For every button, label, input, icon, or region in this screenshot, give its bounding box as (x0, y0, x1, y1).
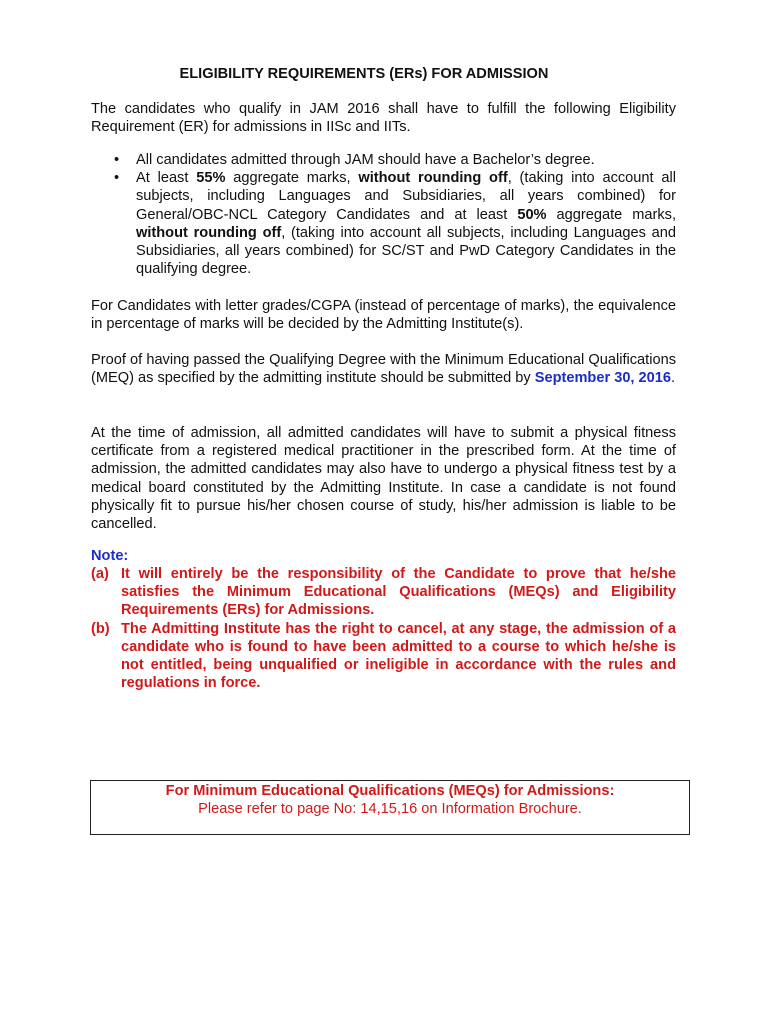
note-text: It will entirely be the responsibility of the Candidate to prove that he/she satisfies the Minimum Educational Qualifications (MEQs) and Eligibility Requirements (ERs) for Admissions. (121, 566, 676, 619)
fitness-paragraph: At the time of admission, all admitted candidates will have to submit a physical fitness certificate from a registered medical practitioner in the prescribed form. At the time of admission, the admitted candidates may also have to undergo a physical fitness test by a medical board constituted by the Admitting Institute. In case a candidate is not found physically fit to pursue his/her chosen course of study, his/her admission is liable to be cancelled. (91, 425, 676, 533)
eligibility-bullet-list (91, 151, 676, 278)
meq-box-title: For Minimum Educational Qualifications (MEQs) for Admissions: (165, 783, 615, 799)
note-title: Note: (91, 548, 129, 564)
note-text: The Admitting Institute has the right to cancel, at any stage, the admission of a candidate who is found to have been admitted to a course to which he/she is not entitled, being unqualified or ineligible in accordance with the rules and regulations in force. (121, 620, 676, 692)
list-item (91, 620, 676, 693)
deadline-date: September 30, 2016 (534, 370, 672, 387)
grades-paragraph: For Candidates with letter grades/CGPA (instead of percentage of marks), the equivalence in percentage of marks will be decided by the Admitting Institute(s). (91, 298, 676, 333)
proof-paragraph (91, 351, 676, 387)
note-marker: (a) (91, 566, 109, 582)
note-list (91, 565, 676, 692)
bullet-text-part: At least (136, 170, 197, 187)
percent-55: 55% (196, 170, 226, 187)
note-marker: (b) (91, 620, 110, 637)
bullet-text-bachelor: All candidates admitted through JAM should have a Bachelor’s degree. (136, 152, 595, 168)
without-rounding-off: without rounding off (136, 224, 282, 241)
proof-end: . (671, 370, 676, 387)
percent-50: 50% (517, 206, 547, 223)
list-item (91, 151, 676, 169)
list-item (91, 169, 676, 278)
without-rounding-off: without rounding off (358, 170, 508, 187)
bullet-text-part: , (taking into account all subjects, including Languages and Subsidiaries, all years combined) for SC/ST and PwD Category Candidates in the qualifying degree. (136, 224, 676, 278)
bullet-icon: • (114, 152, 120, 168)
bullet-icon: • (114, 170, 120, 187)
meq-reference-box (90, 780, 690, 835)
intro-paragraph: The candidates who qualify in JAM 2016 shall have to fulfill the following Eligibility Requirement (ER) for admissions in IISc and IITs. (91, 101, 676, 136)
list-item (91, 565, 676, 620)
bullet-text-part: aggregate marks, (225, 170, 359, 187)
meq-box-reference: Please refer to page No: 14,15,16 on Information Brochure. (198, 801, 582, 818)
page-title: ELIGIBILITY REQUIREMENTS (ERs) FOR ADMISSION (179, 66, 549, 82)
bullet-text-part: aggregate marks, (546, 206, 676, 223)
proof-text: Proof of having passed the Qualifying Degree with the Minimum Educational Qualifications (MEQ) as specified by the admitting institute should be submitted by (91, 352, 676, 387)
bullet-text-part: , (taking into account all subjects, including Languages and Subsidiaries, all years combined) for General/OBC-NCL Category Candidates and at least (136, 170, 676, 223)
